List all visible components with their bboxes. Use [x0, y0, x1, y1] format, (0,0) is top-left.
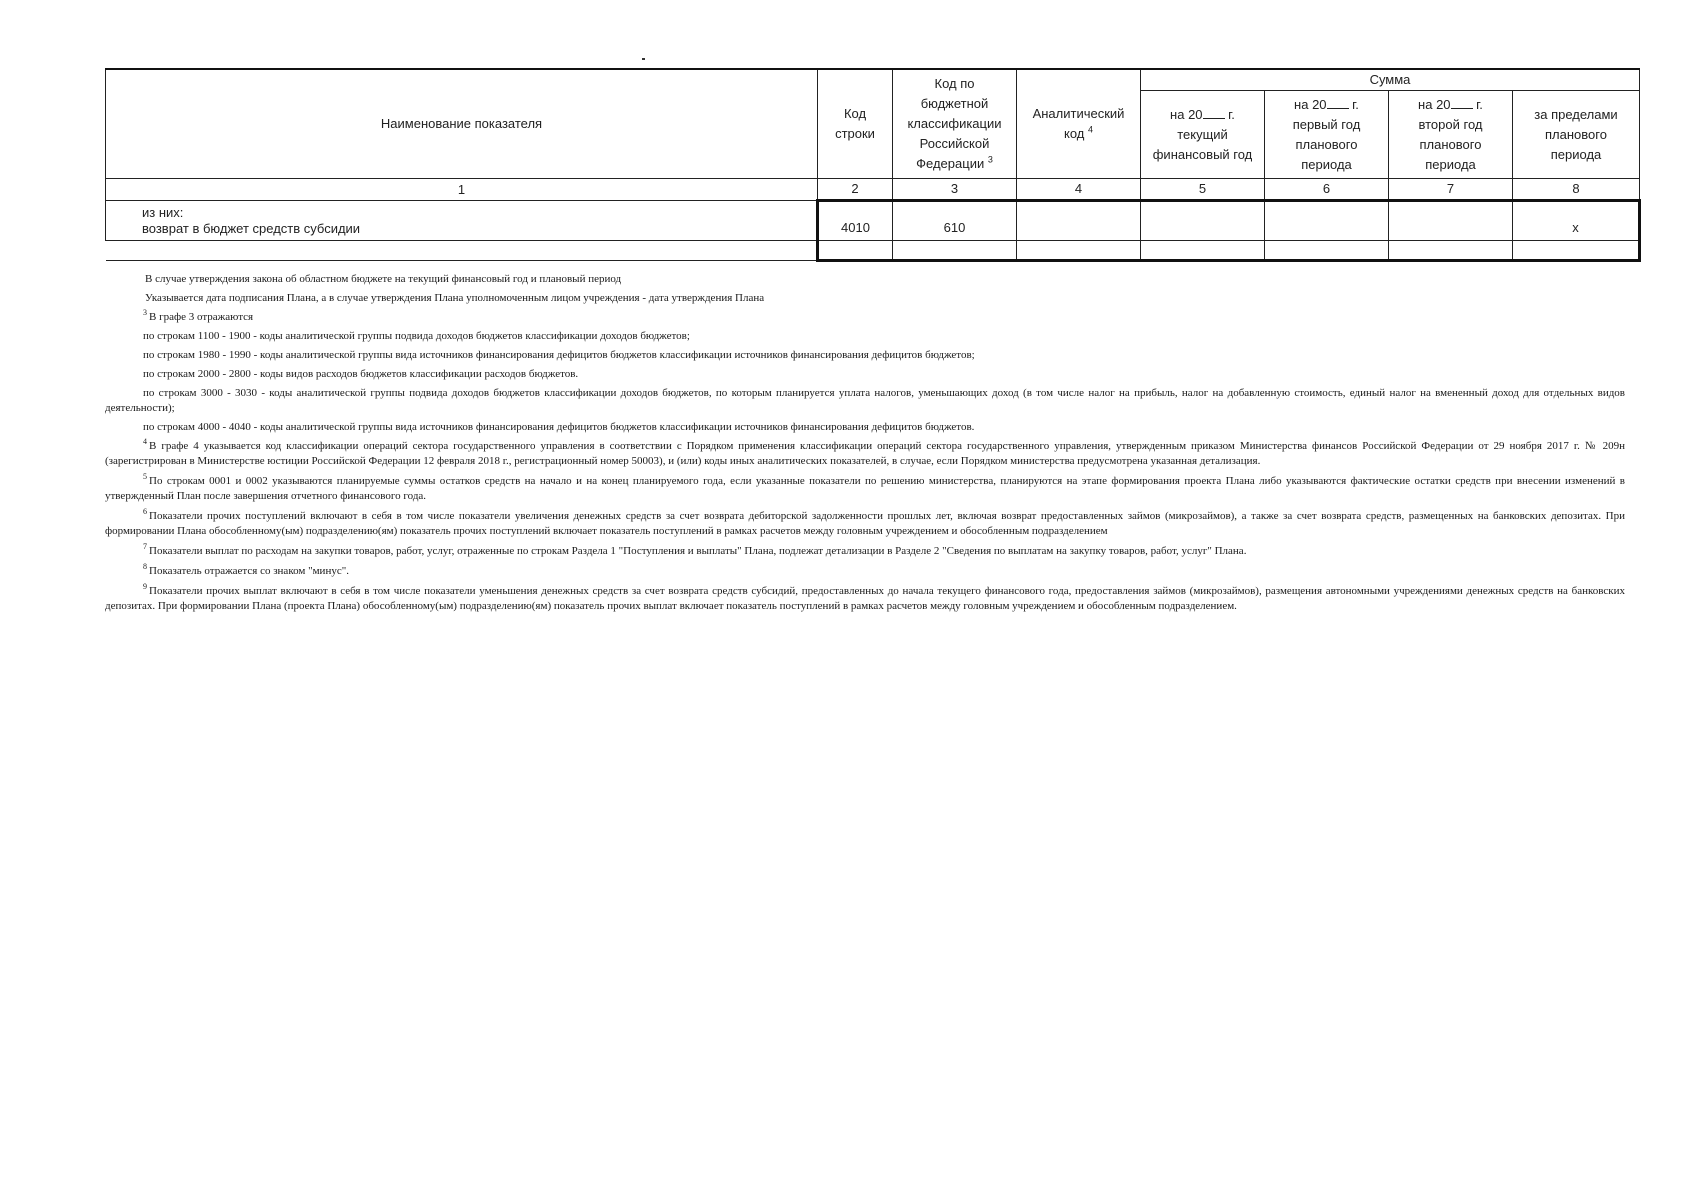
- header-analytic-code: Аналитический код $^4$: [1017, 69, 1141, 179]
- footnote-line: по строкам 1100 - 1900 - коды аналитической группы подвида доходов бюджетов классификации доходов бюджетов;: [143, 330, 690, 342]
- empty-row: [106, 241, 1640, 261]
- row-analytic-code: [1017, 201, 1141, 241]
- footnote-5: $^5$ По строкам 0001 и 0002 указываются планируемые суммы остатков средств на начало и на конец планируемого года, если указанные показатели по решению министерства, планируются на этапе формирования проекта Плана либо указываются фактические остатки средств при внесении изменений в утвержденный План после завершения отчетного финансового года.: [105, 472, 1625, 502]
- empty-cell: [106, 241, 818, 261]
- row-col7: [1389, 201, 1513, 241]
- col-number-5: 5: [1141, 179, 1265, 201]
- plan-table: [105, 68, 1641, 262]
- empty-cell: [1017, 241, 1141, 261]
- table-row: [106, 201, 1640, 241]
- empty-cell: [893, 241, 1017, 261]
- footnote-4-mark: 4: [1087, 124, 1093, 135]
- footnote-8: $^8$ Показатель отражается со знаком "минус".: [143, 562, 349, 577]
- footnote-line: по строкам 4000 - 4040 - коды аналитической группы вида источников финансирования дефицитов бюджетов классификации источников финансирования дефицитов бюджетов.: [143, 421, 975, 433]
- empty-cell: [1389, 241, 1513, 261]
- col-number-4: 4: [1017, 179, 1141, 201]
- footnote-line: Указывается дата подписания Плана, а в случае утверждения Плана уполномоченным лицом учреждения - дата утверждения Плана: [145, 292, 765, 304]
- footnote-4: $^4$ В графе 4 указывается код классификации операций сектора государственного управления в соответствии с Порядком применения классификации операций сектора государственного управления, утвержденным приказом Министерства финансов Российской Федерации от 29 ноября 2017 г. № 209н (зарегистрирован в Министерстве юстиции Российской Федерации 12 февраля 2018 г., регистрационный номер 50003), и (или) коды иных аналитических показателей, в случае, если Порядком министерства предусмотрена указанная детализация.: [105, 437, 1625, 467]
- col-number-6: 6: [1265, 179, 1389, 201]
- footnote-3-mark: 3: [987, 154, 993, 165]
- scan-speck: [642, 58, 645, 60]
- footnote-line: по строкам 1980 - 1990 - коды аналитической группы вида источников финансирования дефицитов бюджетов классификации источников финансирования дефицитов бюджетов;: [143, 349, 975, 361]
- header-budget-code: Код по бюджетной классификации Российской Федерации $^3$: [893, 69, 1017, 179]
- col-number-8: 8: [1513, 179, 1640, 201]
- footnote-line: по строкам 3000 - 3030 - коды аналитической группы подвида доходов бюджетов классификации доходов бюджетов, по которым планируется уплата налогов, уменьшающих доход (в том числе налог на прибыль, налог на добавленную стоимость, единый налог на вмененный доход для отдельных видов деятельности);: [105, 387, 1625, 414]
- empty-cell: [818, 241, 893, 261]
- col-number-7: 7: [1389, 179, 1513, 201]
- header-row-code: Код строки: [818, 69, 893, 179]
- header-name: Наименование показателя: [106, 69, 818, 179]
- header-col8: за пределами планового периода: [1513, 91, 1640, 179]
- header-col5: на 20 г. текущий финансовый год: [1141, 91, 1265, 179]
- footnote-line: по строкам 2000 - 2800 - коды видов расходов бюджетов классификации расходов бюджетов.: [143, 368, 579, 380]
- header-row-1: [106, 69, 1640, 91]
- header-col7: на 20 г. второй год планового периода: [1389, 91, 1513, 179]
- row-col8: x: [1513, 201, 1640, 241]
- footnote-line: В случае утверждения закона об областном бюджете на текущий финансовый год и плановый период: [145, 273, 622, 285]
- header-sum: Сумма: [1141, 69, 1640, 91]
- col-number-2: 2: [818, 179, 893, 201]
- footnote-7: $^7$ Показатели выплат по расходам на закупки товаров, работ, услуг, отраженные по строкам Раздела 1 "Поступления и выплаты" Плана, подлежат детализации в Разделе 2 "Сведения по выплатам на закупку товаров, работ, услуг" Плана.: [143, 542, 1247, 557]
- col-number-3: 3: [893, 179, 1017, 201]
- footnotes: [105, 272, 1625, 619]
- row-col6: [1265, 201, 1389, 241]
- column-numbers-row: [106, 179, 1640, 201]
- row-name: из них: возврат в бюджет средств субсидии: [106, 201, 818, 241]
- empty-cell: [1141, 241, 1265, 261]
- row-code: 4010: [818, 201, 893, 241]
- empty-cell: [1513, 241, 1640, 261]
- row-budget-code: 610: [893, 201, 1017, 241]
- footnote-line: $^3$ В графе 3 отражаются: [143, 308, 254, 323]
- footnote-9: $^9$ Показатели прочих выплат включают в себя в том числе показатели уменьшения денежных средств за счет возврата средств субсидий, предоставленных до начала текущего финансового года, предоставления займов (микрозаймов), размещения автономными учреждениями денежных средств на банковских депозитах. При формировании Плана (проекта Плана) обособленному(ым) подразделению(ям) показатель прочих выплат включает показатель поступлений в рамках расчетов между головным учреждением и обособленным подразделением.: [105, 582, 1625, 612]
- empty-cell: [1265, 241, 1389, 261]
- col-number-1: 1: [106, 179, 818, 201]
- header-col6: на 20 г. первый год планового периода: [1265, 91, 1389, 179]
- row-col5: [1141, 201, 1265, 241]
- footnote-6: $^6$ Показатели прочих поступлений включают в себя в том числе показатели увеличения денежных средств за счет возврата дебиторской задолженности прошлых лет, включая возврат предоставленных займов (микрозаймов), а также за счет возврата средств, размещенных на банковских депозитах. При формировании Плана обособленному(ым) подразделению(ям) показатель прочих поступлений включает показатель поступлений в рамках расчетов между головным учреждением и обособленным подразделением: [105, 507, 1625, 537]
